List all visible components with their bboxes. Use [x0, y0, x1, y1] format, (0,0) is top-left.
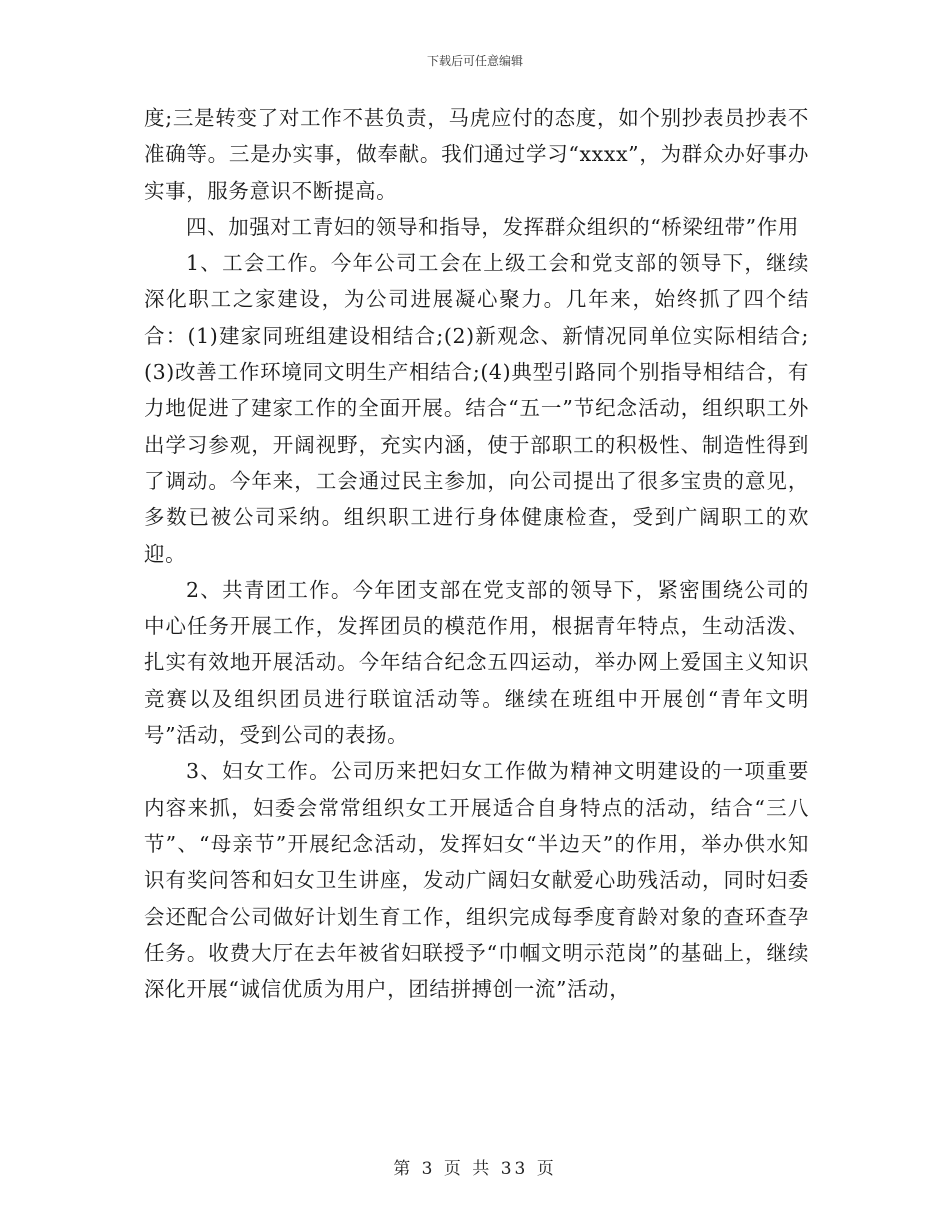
section-heading-4: 四、加强对工青妇的领导和指导，发挥群众组织的“桥梁纽带”作用 [186, 214, 799, 239]
page-number-footer: 第 3 页 共 33 页 [393, 1159, 557, 1179]
paragraph-women-work: 3、妇女工作。公司历来把妇女工作做为精神文明建设的一项重要内容来抓，妇委会常常组织女工开展适合自身特点的活动，结合“三八节”、“母亲节”开展纪念活动，发挥妇女“半边天”的作用，举办供水知识有奖问答和妇女卫生讲座，发动广阔妇女献爱心助残活动，同时妇委会还配合公司做好计划生育工作，组织完成每季度育龄对象的查环查孕任务。收费大厅在去年被省妇联授予“巾帼文明示范岗”的基础上，继续深化开展“诚信优质为用户，团结拼搏创一流”活动， [144, 759, 809, 1002]
page-header: 下载后可任意编辑 [426, 54, 523, 68]
paragraph-union-work: 1、工会工作。今年公司工会在上级工会和党支部的领导下，继续深化职工之家建设，为公司进展凝心聚力。几年来，始终抓了四个结合：(1)建家同班组建设相结合;(2)新观念、新情况同单位实际相结合;(3)改善工作环境同文明生产相结合;(4)典型引路同个别指导相结合，有力地促进了建家工作的全面开展。结合“五一”节纪念活动，组织职工外出学习参观，开阔视野，充实内涵，使于部职工的积极性、制造性得到了调动。今年来，工会通过民主参加，向公司提出了很多宝贵的意见，多数已被公司采纳。组织职工进行身体健康检查，受到广阔职工的欢迎。 [144, 251, 809, 566]
document-body [144, 100, 809, 1007]
paragraph-continuation: 度;三是转变了对工作不甚负责，马虎应付的态度，如个别抄表员抄表不准确等。三是办实事，做奉献。我们通过学习“xxxx”，为群众办好事办实事，服务意识不断提高。 [144, 106, 809, 203]
paragraph-youth-league-work: 2、共青团工作。今年团支部在党支部的领导下，紧密围绕公司的中心任务开展工作，发挥团员的模范作用，根据青年特点，生动活泼、扎实有效地开展活动。今年结合纪念五四运动，举办网上爱国主义知识竞赛以及组织团员进行联谊活动等。继续在班组中开展创“青年文明号”活动，受到公司的表扬。 [144, 577, 809, 748]
